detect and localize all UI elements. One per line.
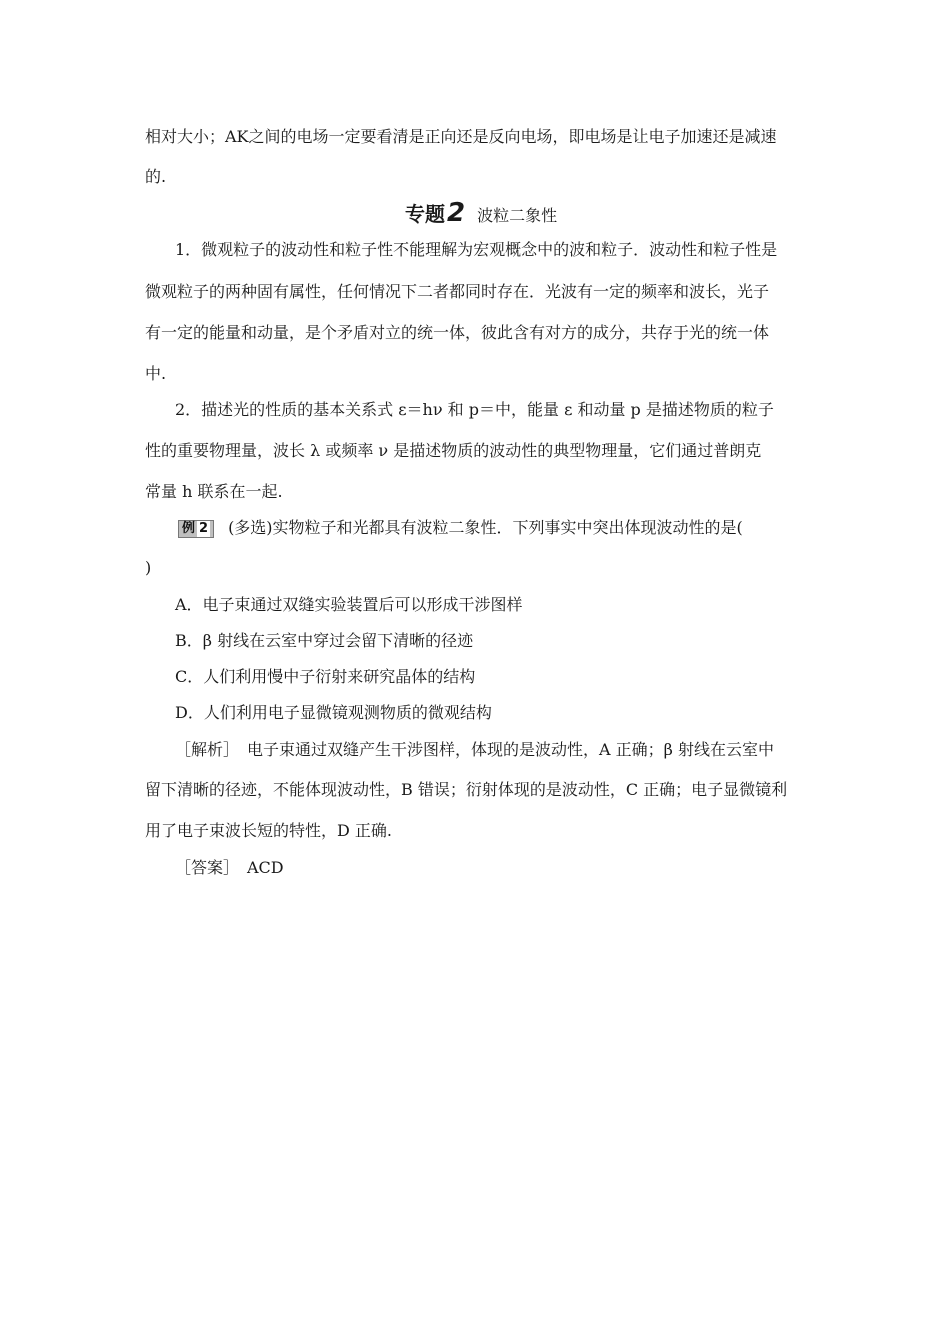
para1-line-2: 微观粒子的两种固有属性，任何情况下二者都同时存在．光波有一定的频率和波长，光子 xyxy=(145,282,770,301)
topic-label: 专题 xyxy=(405,202,445,226)
para1-line-4: 中. xyxy=(145,364,167,383)
para2-line-2: 性的重要物理量，波长 λ 或频率 ν 是描述物质的波动性的典型物理量，它们通过普朗克 xyxy=(145,441,762,460)
example-stem-line-1 xyxy=(178,518,848,538)
answer-line: ［答案］ ACD xyxy=(175,858,284,877)
example-stem-line-2: ) xyxy=(145,558,152,577)
para1-line-1: 1．微观粒子的波动性和粒子性不能理解为宏观概念中的波和粒子．波动性和粒子性是 xyxy=(175,240,778,259)
para1-line-3: 有一定的能量和动量，是个矛盾对立的统一体，彼此含有对方的成分，共存于光的统一体 xyxy=(145,323,770,342)
option-b: B．β 射线在云室中穿过会留下清晰的径迹 xyxy=(175,631,474,650)
analysis-line-2: 留下清晰的径迹，不能体现波动性，B 错误；衍射体现的是波动性，C 正确；电子显微镜利 xyxy=(145,780,788,799)
option-d: D．人们利用电子显微镜观测物质的微观结构 xyxy=(175,703,492,722)
topic-subtitle: 波粒二象性 xyxy=(477,206,558,225)
analysis-line-1: ［解析］ 电子束通过双缝产生干涉图样，体现的是波动性，A 正确；β 射线在云室中 xyxy=(175,740,774,759)
example-badge: 例 2 xyxy=(178,520,214,538)
prev-text-line-1: 相对大小；AK之间的电场一定要看清是正向还是反向电场，即电场是让电子加速还是减速 xyxy=(145,127,777,146)
topic-number: 2 xyxy=(447,198,466,228)
option-c: C．人们利用慢中子衍射来研究晶体的结构 xyxy=(175,667,476,686)
topic-heading xyxy=(405,198,557,228)
prev-text-line-2: 的. xyxy=(145,167,167,186)
example-stem-text: (多选)实物粒子和光都具有波粒二象性．下列事实中突出体现波动性的是( xyxy=(228,518,743,537)
option-a: A．电子束通过双缝实验装置后可以形成干涉图样 xyxy=(175,595,523,614)
analysis-line-3: 用了电子束波长短的特性，D 正确. xyxy=(145,821,393,840)
para2-line-1: 2．描述光的性质的基本关系式 ε＝hν 和 p＝中，能量 ε 和动量 p 是描述物质的粒子 xyxy=(175,400,774,419)
para2-line-3: 常量 h 联系在一起. xyxy=(145,482,283,501)
